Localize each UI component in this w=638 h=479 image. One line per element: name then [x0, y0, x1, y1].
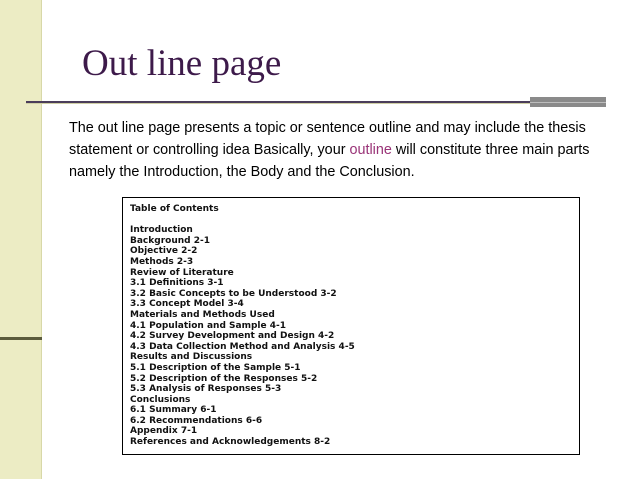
toc-item: Conclusions	[130, 394, 191, 405]
title-divider-shadow	[26, 103, 606, 104]
slide-title: Out line page	[82, 43, 282, 84]
toc-item: Objective 2-2	[130, 246, 198, 257]
outline-link[interactable]: outline	[349, 142, 392, 158]
table-of-contents	[122, 197, 580, 455]
toc-item: 5.1 Description of the Sample 5-1	[130, 362, 301, 373]
toc-item: References and Acknowledgements 8-2	[130, 437, 331, 448]
intro-paragraph	[69, 117, 619, 183]
toc-item: 3.3 Concept Model 3-4	[130, 299, 244, 310]
toc-item: Review of Literature	[130, 267, 234, 278]
toc-item: 4.2 Survey Development and Design 4-2	[130, 331, 335, 342]
toc-item: Methods 2-3	[130, 256, 194, 267]
toc-item: 5.3 Analysis of Responses 5-3	[130, 384, 282, 395]
intro-text-start: The out line page presents a topic or sentence outline and may include the thesis statement or controlling idea Basically, your	[69, 120, 586, 158]
divider-end-line	[530, 102, 606, 103]
toc-item: Results and Discussions	[130, 352, 253, 363]
toc-heading: Table of Contents	[130, 204, 219, 214]
toc-item: 3.2 Basic Concepts to be Understood 3-2	[130, 288, 337, 299]
toc-item: Background 2-1	[130, 235, 210, 246]
left-decorative-bar	[0, 0, 42, 479]
toc-item: 6.2 Recommendations 6-6	[130, 415, 263, 426]
left-bar-accent	[0, 337, 42, 340]
intro-text-end: will constitute three main parts namely the Introduction, the Body and the Conclusion.	[69, 142, 590, 180]
toc-item: 3.1 Definitions 3-1	[130, 278, 224, 289]
toc-item: 4.1 Population and Sample 4-1	[130, 320, 286, 331]
toc-item: Introduction	[130, 225, 193, 236]
toc-item: Appendix 7-1	[130, 426, 198, 437]
toc-item: 4.3 Data Collection Method and Analysis 4-5	[130, 341, 355, 352]
toc-item: 6.1 Summary 6-1	[130, 405, 217, 416]
toc-item: 5.2 Description of the Responses 5-2	[130, 373, 318, 384]
toc-item: Materials and Methods Used	[130, 309, 275, 320]
